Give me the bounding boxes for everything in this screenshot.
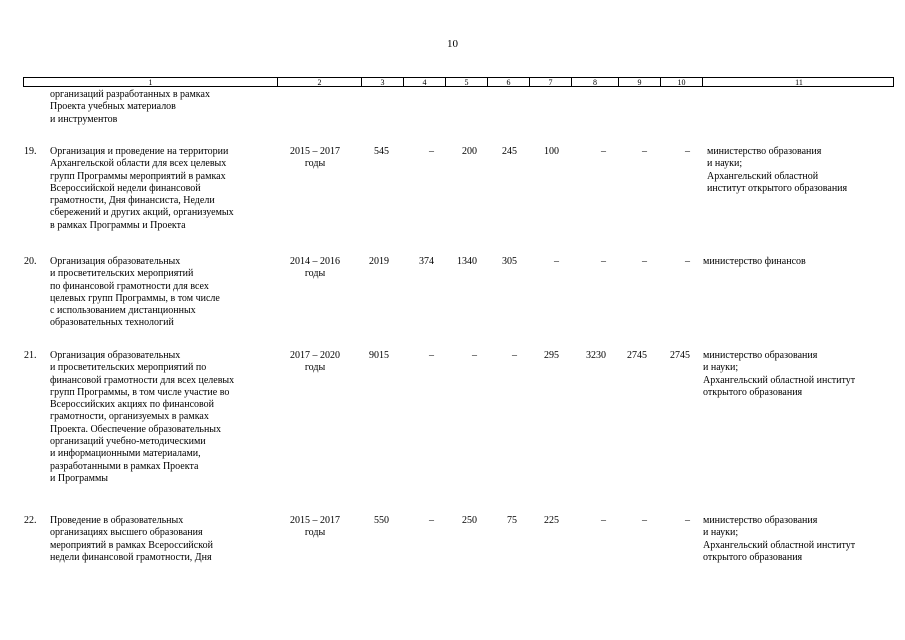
value-col-7: 100 [544,146,559,157]
value-col-6: 305 [502,256,517,267]
value-col-9: – [642,256,647,267]
value-col-8: – [601,515,606,526]
column-header-3: 3 [361,78,403,86]
column-header-9: 9 [618,78,660,86]
page-number: 10 [447,38,458,50]
value-col-7: – [554,256,559,267]
executor: министерство образования и науки; Архангельский областной институт открытого образования [703,350,856,398]
executor: министерство образования и науки; Архангельский областной институт открытого образования [707,146,848,194]
column-header-2: 2 [277,78,361,86]
value-col-10: – [685,515,690,526]
value-col-8: 3230 [586,350,606,361]
column-header-1: 1 [148,78,153,87]
value-col-6: 75 [507,515,517,526]
period: 2017 – 2020 годы [290,350,340,374]
row-number: 19. [24,146,37,157]
value-col-4: 374 [419,256,434,267]
value-col-3: 545 [374,146,389,157]
value-col-9: – [642,146,647,157]
value-col-6: 245 [502,146,517,157]
value-col-8: – [601,256,606,267]
value-col-10: – [685,256,690,267]
period: 2015 – 2017 годы [290,146,340,170]
value-col-3: 9015 [369,350,389,361]
row-number: 22. [24,515,37,526]
activity-text: Организация и проведение на территории Архангельской области для всех целевых групп Программы мероприятий в рамках Всероссийской недели финансовой грамотности, Дня финансиста, Недели сбережений и других акций, организуемых в рамках Программы и Проекта [50,146,234,231]
value-col-4: – [429,350,434,361]
period: 2014 – 2016 годы [290,256,340,280]
column-header-4: 4 [403,78,445,86]
value-col-9: – [642,515,647,526]
value-col-7: 225 [544,515,559,526]
row-number: 20. [24,256,37,267]
value-col-3: 2019 [369,256,389,267]
value-col-10: – [685,146,690,157]
column-header-5: 5 [445,78,487,86]
value-col-6: – [512,350,517,361]
column-header-8: 8 [571,78,618,86]
executor: министерство образования и науки; Архангельский областной институт открытого образования [703,515,856,563]
value-col-3: 550 [374,515,389,526]
activity-text: Проведение в образовательных организациях высшего образования мероприятий в рамках Всероссийской недели финансовой грамотности, Дня [50,515,213,563]
activity-text: Организация образовательных и просветительских мероприятий по финансовой грамотности для всех целевых групп Программы, в том числе с использованием дистанционных образовательных технологий [50,256,220,329]
activity-text: Организация образовательных и просветительских мероприятий по финансовой грамотности для всех целевых групп Программы, в том числе участие во Всероссийских акциях по финансовой грамотности, организуемых в рамках Проекта. Обеспечение образовательных организаций учебно-методическими и информационными материалами, разработанными в рамках Проекта и Программы [50,350,235,484]
executor: министерство финансов [703,256,806,267]
value-col-7: 295 [544,350,559,361]
row-number: 21. [24,350,37,361]
value-col-5: 1340 [457,256,477,267]
value-col-10: 2745 [670,350,690,361]
value-col-8: – [601,146,606,157]
column-header-7: 7 [529,78,571,86]
period: 2015 – 2017 годы [290,515,340,539]
value-col-5: 250 [462,515,477,526]
column-header-11: 11 [702,78,895,86]
column-header-10: 10 [660,78,702,86]
value-col-9: 2745 [627,350,647,361]
continuation-text: организаций разработанных в рамках Проекта учебных материалов и инструментов [50,89,210,125]
value-col-5: 200 [462,146,477,157]
table-header [23,77,894,87]
value-col-5: – [472,350,477,361]
value-col-4: – [429,515,434,526]
column-header-6: 6 [487,78,529,86]
value-col-4: – [429,146,434,157]
